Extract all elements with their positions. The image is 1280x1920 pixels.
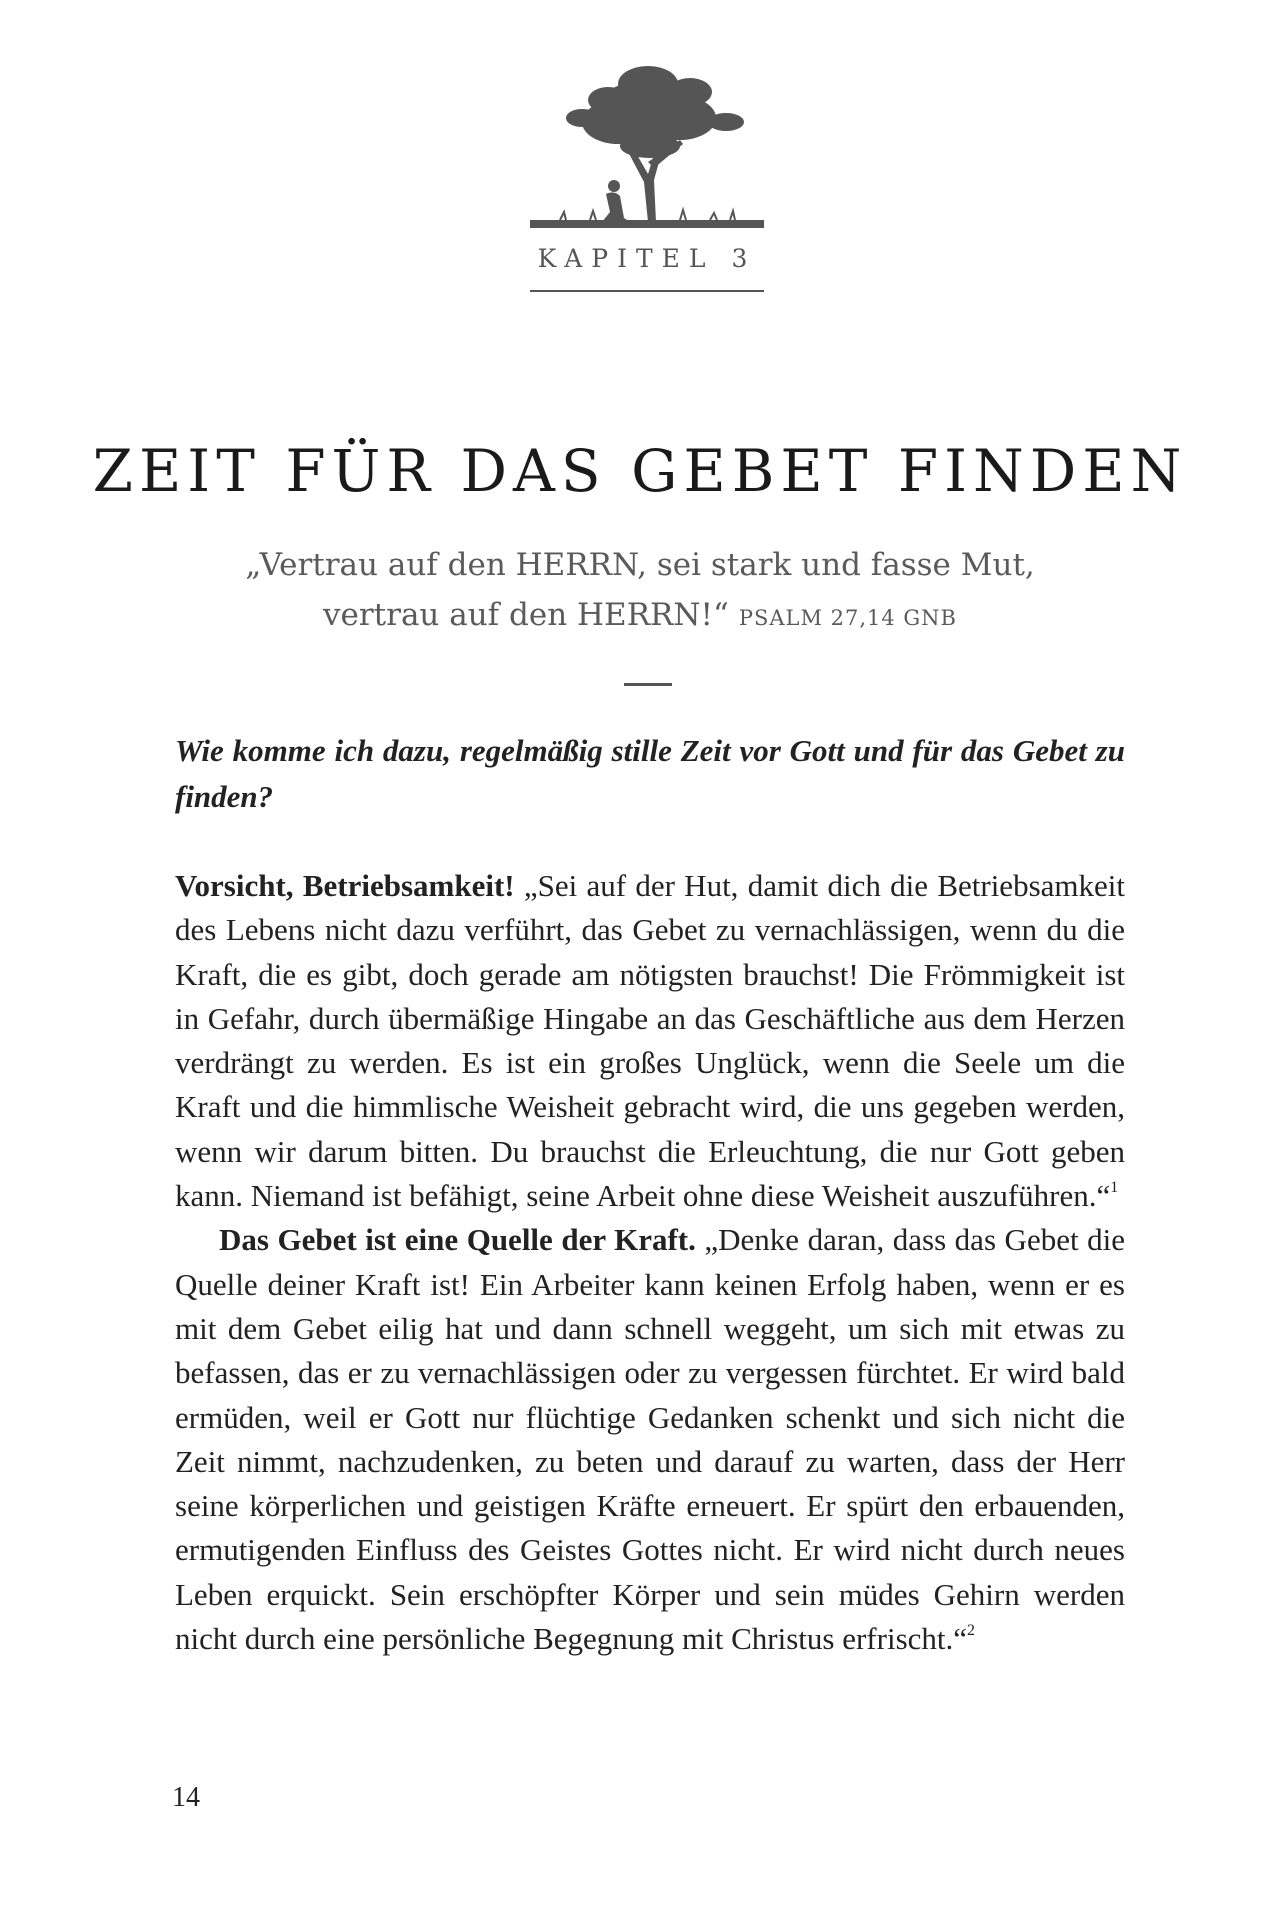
- paragraph-1-text: „Sei auf der Hut, damit dich die Betriebsamkeit des Lebens nicht dazu verführt, das Gebet zu vernachlässigen, wenn du die Kraft, die es gibt, doch gerade am nötigsten brauchst! Die Frömmigkeit ist in Gefahr, durch übermäßige Hingabe an das Geschäftliche aus dem Herzen verdrängt zu werden. Es ist ein großes Unglück, wenn die Seele um die Kraft und die himmlische Weisheit gebracht wird, die uns gegeben werden, wenn wir darum bitten. Du brauchst die Erleuchtung, die nur Gott geben kann. Niemand ist befähigt, seine Arbeit ohne diese Weisheit auszuführen.“: [175, 868, 1125, 1214]
- epigraph-divider: [624, 683, 672, 686]
- body-text: [175, 864, 1125, 1661]
- chapter-label: KAPITEL 3: [537, 244, 757, 273]
- epigraph: [0, 540, 1280, 643]
- paragraph-2-text: „Denke daran, dass das Gebet die Quelle deiner Kraft ist! Ein Arbeiter kann keinen Erfolg haben, wenn er es mit dem Gebet eilig hat und dann schnell weggeht, um sich mit etwas zu befassen, das er zu vernachlässigen oder zu vergessen fürchtet. Er wird bald ermüden, weil er Gott nur flüchtige Gedanken schenkt und sich nicht die Zeit nimmt, nachzudenken, zu beten und darauf zu warten, dass der Herr seine körperlichen und geistigen Kräfte erneuert. Er spürt den erbauenden, ermutigenden Einfluss des Geistes Gottes nicht. Er wird nicht durch neues Leben erquickt. Sein erschöpfter Körper und sein müdes Gehirn werden nicht durch eine persönliche Begegnung mit Christus erfrischt.“: [175, 1222, 1125, 1657]
- paragraph-2: [175, 1218, 1125, 1661]
- epigraph-line-2-text: vertrau auf den HERRN!“: [322, 597, 729, 633]
- section-question: Wie komme ich dazu, regelmäßig stille Zeit vor Gott und für das Gebet zu finden?: [175, 733, 1125, 814]
- chapter-title: ZEIT FÜR DAS GEBET FINDEN: [92, 436, 1188, 505]
- paragraph-1-heading: Vorsicht, Betriebsamkeit!: [175, 868, 515, 903]
- epigraph-line-1: „Vertrau auf den HERRN, sei stark und fasse Mut,: [245, 547, 1035, 583]
- footnote-marker-1: 1: [1110, 1179, 1119, 1197]
- paragraph-2-heading: Das Gebet ist eine Quelle der Kraft.: [219, 1222, 696, 1258]
- epigraph-source: PSALM 27,14 GNB: [738, 606, 957, 630]
- chapter-label-underline: [530, 290, 764, 292]
- footnote-marker-2: 2: [967, 1622, 976, 1640]
- epigraph-line-2: [0, 590, 1280, 643]
- page-number: 14: [172, 1782, 200, 1813]
- paragraph-1: [175, 864, 1125, 1218]
- tree-with-kneeling-figure-icon: [530, 62, 764, 232]
